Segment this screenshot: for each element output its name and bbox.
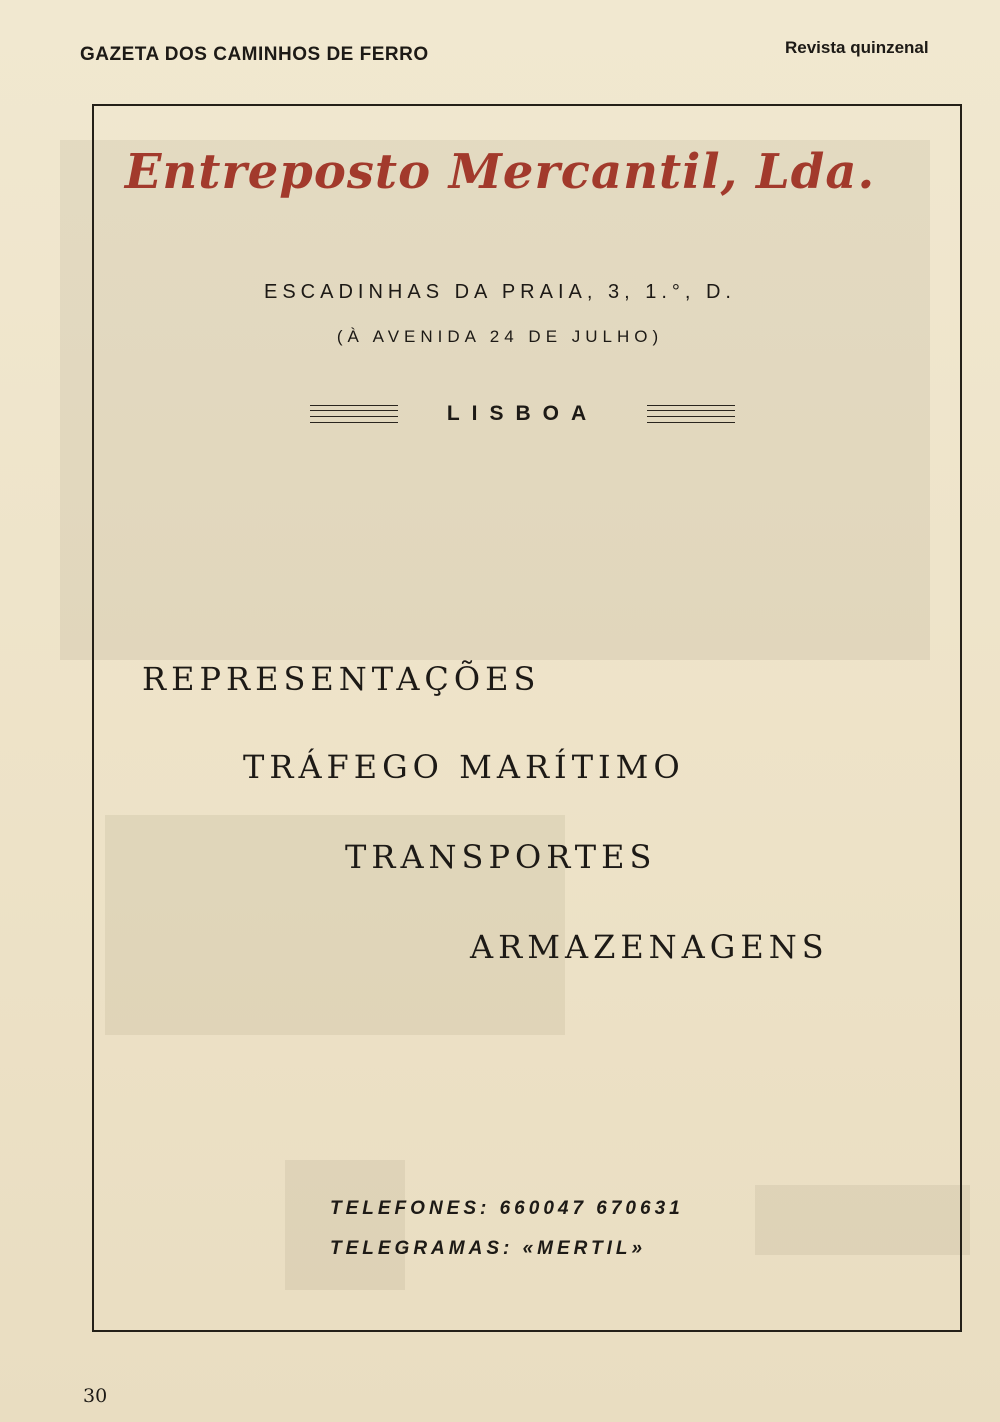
decorative-lines-left	[310, 405, 398, 423]
publication-frequency: Revista quinzenal	[785, 38, 929, 57]
service-armazenagens: ARMAZENAGENS	[470, 928, 829, 966]
city-name: LISBOA	[446, 402, 599, 425]
page-number: 30	[83, 1385, 108, 1407]
telegram-address: TELEGRAMAS: «MERTIL»	[330, 1238, 647, 1259]
company-name: Entreposto Mercantil, Lda.	[124, 144, 876, 200]
publication-title: GAZETA DOS CAMINHOS DE FERRO	[80, 44, 429, 65]
decorative-lines-right	[647, 405, 735, 423]
address-line-1: ESCADINHAS DA PRAIA, 3, 1.°, D.	[264, 281, 736, 303]
city-row	[310, 400, 735, 430]
telephone-numbers: TELEFONES: 660047 670631	[330, 1198, 684, 1219]
service-representacoes: REPRESENTAÇÕES	[142, 660, 541, 698]
service-trafego-maritimo: TRÁFEGO MARÍTIMO	[243, 748, 685, 786]
address-line-2: (À AVENIDA 24 DE JULHO)	[336, 327, 664, 346]
service-transportes: TRANSPORTES	[345, 838, 657, 876]
